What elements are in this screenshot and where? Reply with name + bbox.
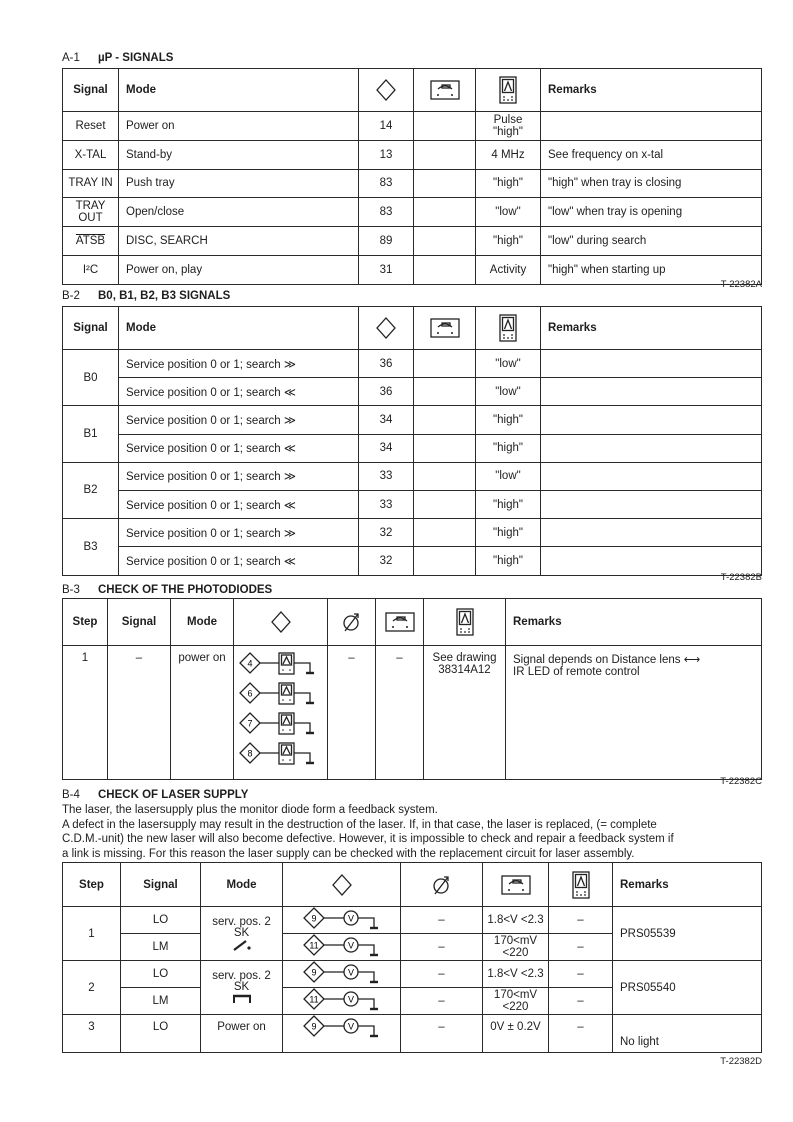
scope-header [549,863,613,907]
meter-cell [414,547,476,575]
mode-cell: Power on, play [119,255,359,284]
probe-diagram-pin-8 [236,742,325,768]
remarks-cell [541,406,762,434]
section-title-text: B0, B1, B2, B3 SIGNALS [98,290,231,302]
meter-cell [414,378,476,406]
phase-cell: – [401,907,483,934]
header-row [63,69,762,112]
pin-cell: 89 [359,227,414,256]
pin-cell: 83 [359,169,414,198]
meter-cell [414,490,476,518]
pin-cell: 32 [359,547,414,575]
signal-cell: I²C [63,255,119,284]
step-cell: 1 [63,646,108,780]
pin-cell: 34 [359,434,414,462]
table-row [63,1015,762,1053]
paragraph-line: The laser, the lasersupply plus the monitor diode form a feedback system. [62,804,438,816]
phase-icon [341,616,363,628]
svg-text:8: 8 [247,748,253,759]
meter-header [414,69,476,112]
signal-cell: TRAY OUT [63,198,119,227]
remarks-cell: "low" when tray is opening [541,198,762,227]
header-mode: Mode [119,307,359,350]
section-title-b3 [62,584,272,596]
scope-header [476,69,541,112]
mode-sub: SK [233,981,250,993]
mode-cell: Service position 0 or 1; search ≫ [119,406,359,434]
probe-diagram-pin-9 [283,961,401,988]
scope-cell: "high" [476,169,541,198]
probe-diagram-pin-11 [283,934,401,961]
phase-cell: – [328,646,376,780]
section-code: A-1 [62,52,80,64]
pin-cell: 36 [359,350,414,378]
remarks-cell: See frequency on x-tal [541,140,762,169]
scope-cell: – [549,988,613,1015]
remarks-cell [541,434,762,462]
diamond-pin-icon [331,879,353,891]
remarks-cell: No light [613,1015,762,1053]
meter-cell [414,198,476,227]
section-title-text: µP - SIGNALS [98,52,174,64]
step-cell: 1 [63,907,121,961]
probe-diagram-pin-11 [283,988,401,1015]
table-row [63,378,762,406]
mode-cell: Power on [201,1015,283,1053]
meter-cell [414,112,476,141]
mode-cell: Service position 0 or 1; search ≫ [119,519,359,547]
meter-cell [414,434,476,462]
up-signals-table [62,68,762,285]
remarks-cell: "high" when starting up [541,255,762,284]
section-title-text: CHECK OF THE PHOTODIODES [98,584,273,596]
svg-text:V: V [347,913,354,924]
switch-open-icon [205,939,278,951]
figure-ref: T-22382D [720,1056,762,1067]
remarks-cell [541,490,762,518]
meter-cell [414,406,476,434]
meter-cell: 1.8<V <2.3 [483,961,549,988]
pin-header [234,599,328,646]
pin-cell: 33 [359,462,414,490]
meter-header [483,863,549,907]
mode-cell [201,907,283,961]
phase-cell: – [401,1015,483,1053]
section-code: B-2 [62,290,80,302]
phase-header [401,863,483,907]
diamond-pin-icon [375,322,397,334]
header-signal: Signal [121,863,201,907]
figure-ref: T-22382B [720,572,762,583]
table-row [63,227,762,256]
header-remarks: Remarks [613,863,762,907]
svg-text:4: 4 [247,658,253,669]
multimeter-icon [385,616,415,628]
mode-cell: Service position 0 or 1; search ≪ [119,434,359,462]
header-signal: Signal [63,307,119,350]
svg-text:6: 6 [247,688,253,699]
scope-cell: "high" [476,406,541,434]
svg-text:V: V [347,967,354,978]
table-row [63,462,762,490]
signal-cell: LM [121,988,201,1015]
pin-cell: 31 [359,255,414,284]
mode-text: serv. pos. 2 [212,916,271,928]
scope-cell: "high" [476,547,541,575]
signal-cell: B2 [63,462,119,518]
header-step: Step [63,863,121,907]
scope-cell: "low" [476,462,541,490]
signal-cell: LO [121,1015,201,1053]
signal-cell: B1 [63,406,119,462]
scope-cell: Pulse "high" [476,112,541,141]
meter-cell: – [376,646,424,780]
scope-line: See drawing [432,652,497,664]
remarks-cell: "low" during search [541,227,762,256]
section-title-a1 [62,52,173,64]
mode-sub: SK [233,927,250,939]
header-signal: Signal [63,69,119,112]
svg-text:9: 9 [310,913,317,924]
svg-text:V: V [347,940,354,951]
b-signals-table [62,306,762,576]
scope-cell: "high" [476,519,541,547]
scope-cell: – [549,907,613,934]
meter-cell [414,519,476,547]
table-row [63,961,762,988]
section-title-b2 [62,290,230,302]
header-mode: Mode [171,599,234,646]
paragraph-line: a link is missing. For this reason the laser supply can be checked with the replacement circuit for laser assembly. [62,847,635,860]
remarks-cell: "high" when tray is closing [541,169,762,198]
table-row [63,490,762,518]
meter-cell: 170<mV <220 [483,988,549,1015]
paragraph-line: A defect in the lasersupply may result in the destruction of the laser. If, in that case, the laser is replaced, (= complete [62,818,657,831]
pin-header [283,863,401,907]
mode-cell: Service position 0 or 1; search ≪ [119,490,359,518]
pin-cell: 36 [359,378,414,406]
remarks-line: Signal depends on Distance lens ⟷ [513,654,701,666]
phase-cell: – [401,961,483,988]
svg-text:9: 9 [310,1021,317,1032]
diamond-pin-icon [270,616,292,628]
scope-cell: – [549,934,613,961]
table-row [63,112,762,141]
section-code: B-3 [62,584,80,596]
pin-cell: 83 [359,198,414,227]
scope-cell: "low" [476,350,541,378]
remarks-cell [541,112,762,141]
section-title-b4 [62,789,248,801]
scope-cell: "low" [476,378,541,406]
step-cell: 2 [63,961,121,1015]
signal-cell: X-TAL [63,140,119,169]
header-row [63,599,762,646]
laser-supply-description [62,803,767,861]
pin-header [359,69,414,112]
signal-cell: B3 [63,519,119,575]
scope-header [476,307,541,350]
meter-cell [414,227,476,256]
table-row [63,434,762,462]
mode-cell: Push tray [119,169,359,198]
scope-line: 38314A12 [438,664,491,676]
scope-cell: "low" [476,198,541,227]
svg-text:11: 11 [308,940,319,951]
probe-diagram-pin-7 [236,712,325,738]
meter-cell [414,255,476,284]
svg-text:9: 9 [310,967,317,978]
oscilloscope-icon [498,322,518,334]
meter-cell: 170<mV <220 [483,934,549,961]
figure-ref: T-22382A [720,279,762,290]
signal-cell: – [108,646,171,780]
signal-cell: Reset [63,112,119,141]
pin-cell: 34 [359,406,414,434]
probe-diagram-pin-6 [236,682,325,708]
remarks-cell: PRS05539 [613,907,762,961]
meter-cell [414,169,476,198]
svg-text:V: V [347,1021,354,1032]
phase-header [328,599,376,646]
section-title-text: CHECK OF LASER SUPPLY [98,789,249,801]
table-row [63,406,762,434]
pin-cell: 32 [359,519,414,547]
mode-cell: power on [171,646,234,780]
svg-text:7: 7 [247,718,253,729]
meter-header [414,307,476,350]
table-row [63,547,762,575]
table-row [63,646,762,780]
meter-cell: 1.8<V <2.3 [483,907,549,934]
pin-cell: 14 [359,112,414,141]
remarks-cell [541,519,762,547]
header-row [63,307,762,350]
remarks-cell [541,462,762,490]
pin-cell: 33 [359,490,414,518]
scope-cell: "high" [476,227,541,256]
probe-diagram-pin-9 [283,1015,401,1053]
meter-cell [414,462,476,490]
signal-cell: ATSB [63,227,119,256]
header-mode: Mode [119,69,359,112]
table-row [63,519,762,547]
header-remarks: Remarks [541,307,762,350]
scope-cell: 4 MHz [476,140,541,169]
remarks-cell: PRS05540 [613,961,762,1015]
table-row [63,169,762,198]
svg-text:11: 11 [308,994,319,1005]
pin-cell: 13 [359,140,414,169]
multimeter-icon [430,84,460,96]
multimeter-icon [501,879,531,891]
figure-ref: T-22382C [720,776,762,787]
header-signal: Signal [108,599,171,646]
signal-cell: TRAY IN [63,169,119,198]
header-remarks: Remarks [541,69,762,112]
mode-cell [201,961,283,1015]
photodiodes-table [62,598,762,780]
oscilloscope-icon [498,84,518,96]
mode-text: serv. pos. 2 [212,970,271,982]
table-row [63,350,762,378]
meter-header [376,599,424,646]
meter-cell [414,140,476,169]
header-step: Step [63,599,108,646]
pin-header [359,307,414,350]
table-row [63,255,762,284]
mode-cell: Open/close [119,198,359,227]
remarks-cell [541,350,762,378]
mode-cell: Service position 0 or 1; search ≫ [119,350,359,378]
header-row [63,863,762,907]
laser-supply-table [62,862,762,1053]
mode-cell: Power on [119,112,359,141]
section-code: B-4 [62,789,80,801]
remarks-cell [506,646,762,780]
probe-diagrams-cell [234,646,328,780]
signal-cell: LO [121,907,201,934]
mode-cell: DISC, SEARCH [119,227,359,256]
switch-closed-icon [205,993,278,1005]
scope-cell: "high" [476,490,541,518]
phase-cell: – [401,934,483,961]
header-remarks: Remarks [506,599,762,646]
phase-icon [431,879,453,891]
multimeter-icon [430,322,460,334]
remarks-line: IR LED of remote control [513,666,640,678]
paragraph-line: C.D.M.-unit) the new laser will also become defective. However, it is impossible to check and repair a feedback system if [62,833,674,846]
oscilloscope-icon [455,616,475,628]
remarks-cell [541,378,762,406]
mode-cell: Service position 0 or 1; search ≪ [119,378,359,406]
table-row [63,140,762,169]
phase-cell: – [401,988,483,1015]
svg-text:V: V [347,994,354,1005]
meter-cell: 0V ± 0.2V [483,1015,549,1053]
table-row [63,907,762,934]
meter-cell [414,350,476,378]
mode-cell: Service position 0 or 1; search ≫ [119,462,359,490]
mode-cell: Stand-by [119,140,359,169]
remarks-cell [541,547,762,575]
mode-cell: Service position 0 or 1; search ≪ [119,547,359,575]
scope-header [424,599,506,646]
diamond-pin-icon [375,84,397,96]
signal-cell: LM [121,934,201,961]
scope-cell: – [549,1015,613,1053]
scope-cell: "high" [476,434,541,462]
scope-cell [424,646,506,780]
signal-cell: LO [121,961,201,988]
oscilloscope-icon [571,879,591,891]
probe-diagram-pin-4 [236,652,325,678]
scope-cell: Activity [476,255,541,284]
step-cell: 3 [63,1015,121,1053]
probe-diagram-pin-9 [283,907,401,934]
signal-cell: B0 [63,350,119,406]
scope-cell: – [549,961,613,988]
table-row [63,198,762,227]
header-mode: Mode [201,863,283,907]
